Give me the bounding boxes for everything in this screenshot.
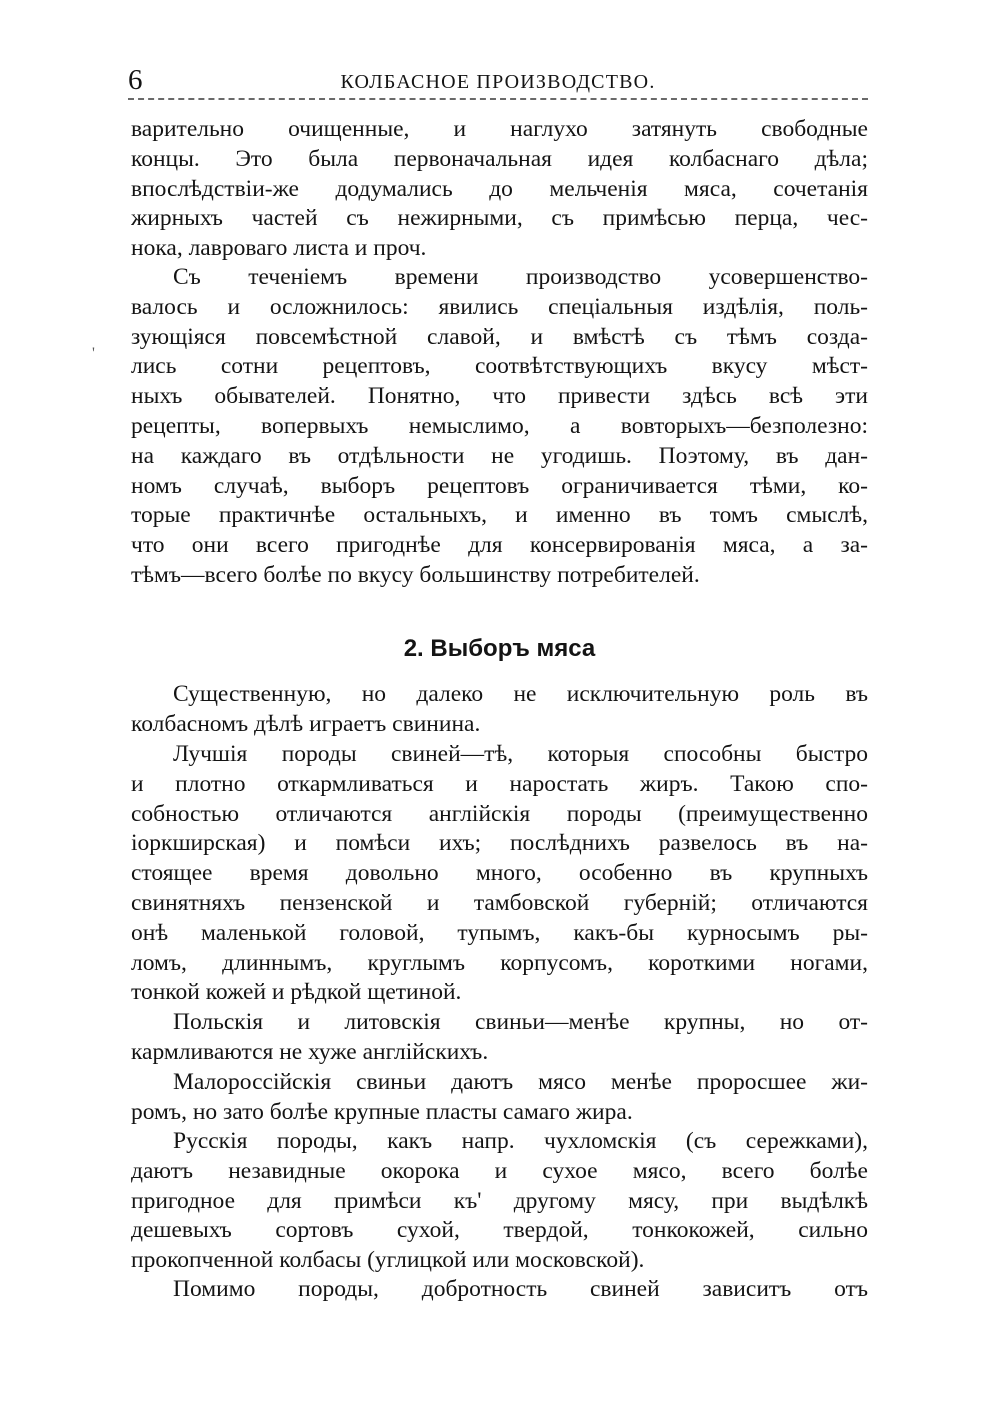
paragraph-4: [131, 740, 868, 1008]
text-line: тонкой кожей и рѣдкой щетиной.: [131, 979, 462, 1006]
text-line: кармливаются не хуже англійскихъ.: [131, 1038, 489, 1065]
text-line: варительно очищенные, и наглухо затянуть свободные: [131, 116, 868, 142]
paragraph-8: [131, 1275, 868, 1305]
text-line: Существенную, но далеко не исключительную роль въ: [173, 681, 868, 707]
text-line: Русскія породы, какъ напр. чухломскія (съ сережками),: [173, 1128, 868, 1154]
paragraph-6: [131, 1068, 868, 1128]
text-line: Помимо породы, добротность свиней зависитъ отъ: [173, 1276, 868, 1302]
text-line: концы. Это была первоначальная идея колбаснаго дѣла;: [131, 145, 868, 172]
text-line: тѣмъ—всего болѣе по вкусу большинству потребителей.: [131, 561, 700, 588]
text-line: Съ теченіемъ времени производство усовершенство-: [173, 264, 868, 290]
text-line: онѣ маленькой головой, тупымъ, какъ-бы курносымъ ры-: [131, 919, 868, 946]
paragraph-1: [131, 115, 868, 264]
text-line: Лучшія породы свиней—тѣ, которыя способны быстро: [173, 741, 868, 767]
text-line: стоящее время довольно много, особенно въ крупныхъ: [131, 860, 868, 887]
text-line: Малороссійскія свиньи даютъ мясо менѣе проросшее жи-: [173, 1069, 868, 1095]
text-line: Польскія и литовскія свиньи—менѣе крупны, но от-: [173, 1009, 868, 1035]
text-line: собностью отличаются англійскія породы (преимущественно: [131, 800, 868, 827]
paragraph-3: [131, 680, 868, 740]
text-line: на каждаго въ отдѣльности не угодишь. Поэтому, въ дан-: [131, 442, 868, 469]
text-line: жирныхъ частей съ нежирными, съ примѣсью перца, чес-: [131, 205, 868, 232]
text-line: зующіяся повсемѣстной славой, и вмѣстѣ съ тѣмъ созда-: [131, 323, 868, 350]
text-line: что они всего пригоднѣе для консервированія мяса, а за-: [131, 532, 868, 559]
text-line: колбасномъ дѣлѣ играетъ свинина.: [131, 710, 481, 737]
text-line: прокопченной колбасы (углицкой или московской).: [131, 1247, 645, 1274]
text-line: даютъ незавидные окорока и сухое мясо, всего болѣе: [131, 1157, 868, 1184]
text-line: дешевыхъ сортовъ сухой, твердой, тонкокожей, сильно: [131, 1217, 868, 1244]
text-line: ныхъ обывателей. Понятно, что привести здѣсь всѣ эти: [131, 383, 868, 410]
text-line: впослѣдствіи-же додумались до мельченія мяса, сочетанія: [131, 175, 868, 202]
text-line: торые практичнѣе остальныхъ, и именно въ томъ смыслѣ,: [131, 502, 868, 529]
paragraph-2: [131, 263, 868, 591]
page-number: 6: [128, 64, 143, 96]
text-line: іоркширская) и помѣси ихъ; послѣднихъ развелось въ на-: [131, 830, 868, 857]
paragraph-7: [131, 1127, 868, 1276]
text-line: нока, лавроваго листа и проч.: [131, 235, 427, 262]
text-line: ломъ, длиннымъ, круглымъ корпусомъ, короткими ногами,: [131, 949, 868, 976]
text-line: валось и осложнилось: явились спеціальныя издѣлія, поль-: [131, 293, 868, 320]
page-header: [128, 60, 868, 100]
text-line: лись сотни рецептовъ, соотвѣтствующихъ вкусу мѣст-: [131, 353, 868, 380]
text-line: ромъ, но зато болѣе крупные пласты самаго жира.: [131, 1098, 633, 1125]
margin-mark: ': [92, 345, 95, 362]
section-heading: 2. Выборъ мяса: [403, 635, 596, 662]
text-line: пригодное для примѣси къ' другому мясу, при выдѣлкѣ: [131, 1187, 868, 1214]
text-line: номъ случаѣ, выборъ рецептовъ ограничивается тѣми, ко-: [131, 472, 868, 499]
text-line: и плотно откармливаться и наростать жиръ. Такою спо-: [131, 770, 868, 797]
running-title: КОЛБАСНОЕ ПРОИЗВОДСТВО.: [340, 71, 656, 93]
text-line: свинятняхъ пензенской и тамбовской губерній; отличаются: [131, 889, 868, 916]
header-rule: [128, 98, 868, 100]
paragraph-5: [131, 1008, 868, 1068]
text-line: рецепты, вопервыхъ немыслимо, а вовторыхъ—безполезно:: [131, 412, 868, 439]
